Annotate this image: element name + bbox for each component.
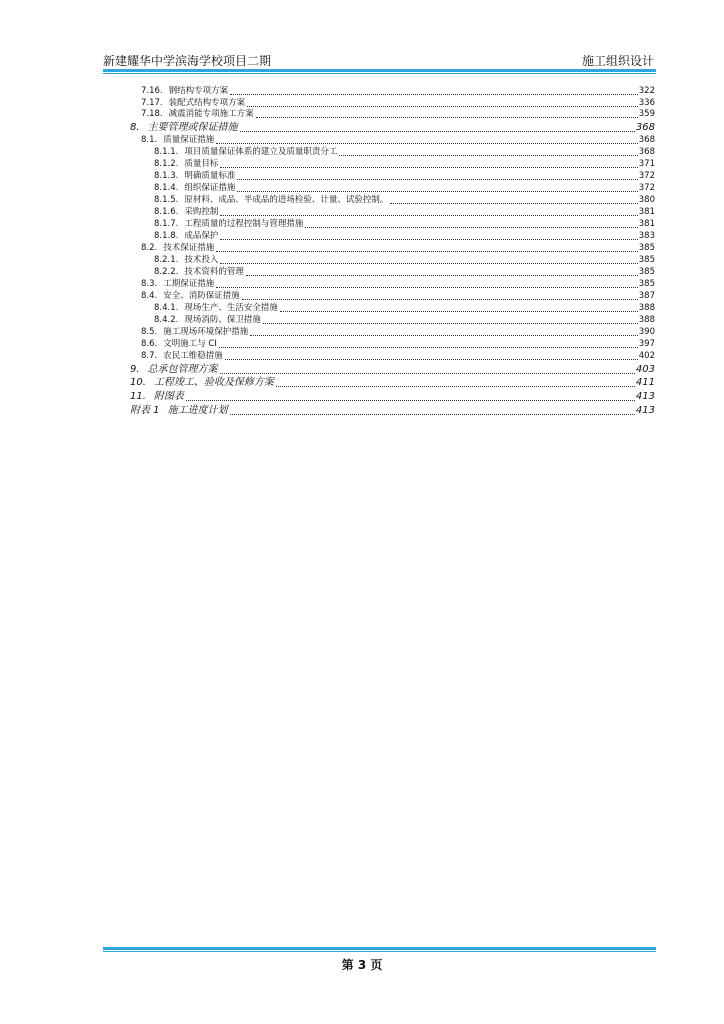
toc-entry[interactable] (141, 291, 655, 302)
toc-entry-page: 385 (638, 254, 655, 265)
toc-entry-title: 工程质量的过程控制与管理措施 (184, 218, 304, 229)
toc-entry[interactable] (154, 183, 655, 194)
toc-entry-page: 368 (638, 146, 655, 157)
toc-entry[interactable] (154, 231, 655, 242)
toc-leader-dots (216, 143, 638, 144)
toc-entry-number: 7.17. (141, 97, 163, 108)
toc-leader-dots (230, 414, 635, 415)
toc-leader-dots (242, 299, 638, 300)
toc-leader-dots (216, 251, 638, 252)
toc-entry-number: 附表 1 (130, 405, 160, 416)
toc-entry-title: 文明施工与 CI (163, 338, 217, 349)
toc-entry-page: 380 (638, 194, 655, 205)
toc-entry-page: 385 (638, 278, 655, 289)
toc-entry-number: 8.1.6. (154, 206, 179, 217)
toc-entry-title: 工程竣工、验收及保修方案 (153, 377, 274, 388)
toc-entry[interactable] (141, 351, 655, 362)
toc-entry-number: 8.2. (141, 242, 158, 253)
toc-entry-title: 原材料、成品、半成品的进场检验、计量、试验控制。 (184, 194, 389, 205)
page-header (103, 52, 656, 68)
toc-entry[interactable] (141, 135, 655, 146)
toc-entry-number: 8.6. (141, 338, 158, 349)
toc-entry-title: 质量目标 (184, 158, 219, 169)
toc-entry-title: 现场消防、保卫措施 (184, 314, 261, 325)
toc-leader-dots (237, 179, 637, 180)
toc-entry-number: 7.16. (141, 86, 163, 96)
toc-entry-title: 质量保证措施 (163, 134, 215, 145)
toc-entry-page: 387 (638, 290, 655, 301)
toc-leader-dots (339, 155, 637, 156)
toc-entry[interactable] (130, 390, 655, 403)
toc-entry[interactable] (154, 147, 655, 158)
header-rule-thick (103, 69, 656, 72)
toc-leader-dots (247, 106, 638, 107)
toc-entry-number: 11. (130, 391, 146, 402)
toc-entry-title: 减震消能专项施工方案 (168, 109, 254, 120)
toc-leader-dots (240, 131, 635, 132)
toc-leader-dots (280, 311, 638, 312)
toc-entry-number: 7.18. (141, 109, 163, 120)
toc-entry-title: 采购控制 (184, 206, 219, 217)
toc-entry-title: 组织保证措施 (184, 182, 236, 193)
toc-entry[interactable] (130, 404, 655, 417)
toc-entry-title: 施工现场环境保护措施 (163, 326, 249, 337)
toc-entry-page: 359 (638, 109, 655, 120)
toc-entry[interactable] (141, 327, 655, 338)
toc-leader-dots (225, 359, 638, 360)
toc-entry-number: 8.1. (141, 134, 158, 145)
toc-entry[interactable] (154, 159, 655, 170)
toc-leader-dots (220, 215, 637, 216)
toc-entry-number: 8.4.2. (154, 314, 179, 325)
toc-entry-number: 8.2.2. (154, 266, 179, 277)
toc-entry-title: 施工进度计划 (167, 405, 228, 416)
toc-entry[interactable] (141, 98, 655, 109)
toc-entry-number: 8.5. (141, 326, 158, 337)
toc-entry-page: 411 (635, 377, 655, 388)
toc-entry-page: 385 (638, 266, 655, 277)
toc-leader-dots (250, 335, 638, 336)
toc-entry[interactable] (141, 109, 655, 120)
toc-entry-page: 413 (635, 391, 655, 402)
toc-entry[interactable] (154, 315, 655, 326)
toc-entry[interactable] (130, 121, 655, 134)
toc-entry-number: 9. (130, 363, 140, 375)
page-number: 第 3 页 (341, 958, 383, 972)
toc-entry-title: 工期保证措施 (163, 278, 215, 289)
toc-entry-number: 8.1.3. (154, 170, 179, 181)
toc-leader-dots (237, 191, 637, 192)
toc-entry-page: 381 (638, 218, 655, 229)
toc-entry-number: 8.1.7. (154, 218, 179, 229)
toc-entry-page: 388 (638, 314, 655, 325)
toc-entry-number: 8.1.5. (154, 194, 179, 205)
toc-entry-number: 8.1.4. (154, 182, 179, 193)
toc-leader-dots (276, 386, 635, 387)
toc-entry-page: 336 (638, 97, 655, 108)
toc-entry-title: 技术保证措施 (163, 242, 215, 253)
toc-leader-dots (186, 400, 635, 401)
toc-entry-title: 附图表 (153, 391, 184, 402)
toc-entry-page: 402 (638, 350, 655, 361)
toc-entry-number: 8.1.2. (154, 158, 179, 169)
footer-rule-thick (103, 947, 656, 950)
toc-leader-dots (216, 287, 638, 288)
toc-entry-title: 安全、消防保证措施 (163, 290, 240, 301)
toc-entry-page: 372 (638, 182, 655, 193)
toc-entry-title: 技术资料的管理 (184, 266, 244, 277)
toc-entry-title: 农民工维稳措施 (163, 350, 223, 361)
toc-entry-page: 368 (638, 134, 655, 145)
toc-entry-page: 383 (638, 230, 655, 241)
toc-leader-dots (390, 203, 637, 204)
toc-entry[interactable] (130, 363, 655, 376)
toc-leader-dots (220, 373, 635, 374)
toc-entry[interactable] (154, 195, 655, 206)
toc-entry[interactable] (141, 243, 655, 254)
toc-entry[interactable] (154, 171, 655, 182)
toc-entry-page: 381 (638, 206, 655, 217)
toc-entry[interactable] (154, 219, 655, 230)
toc-entry[interactable] (154, 207, 655, 218)
toc-entry[interactable] (154, 303, 655, 314)
toc-entry-number: 8. (130, 122, 140, 134)
toc-leader-dots (219, 347, 638, 348)
toc-entry[interactable] (141, 339, 655, 350)
toc-entry[interactable] (154, 255, 655, 266)
toc-entry-title: 装配式结构专项方案 (168, 97, 246, 108)
toc-entry-page: 368 (635, 122, 655, 134)
toc-entry-title: 成品保护 (184, 230, 219, 241)
toc-leader-dots (256, 117, 638, 118)
toc-entry-number: 8.4.1. (154, 302, 179, 313)
toc-entry[interactable] (141, 279, 655, 290)
header-rule-thin (103, 73, 656, 74)
toc-entry-number: 8.7. (141, 350, 158, 361)
toc-leader-dots (220, 263, 637, 264)
toc-entry-page: 388 (638, 302, 655, 313)
toc-entry-title: 技术投入 (184, 254, 219, 265)
toc-entry-title: 主要管理或保证措施 (147, 122, 238, 134)
toc-entry-page: 390 (638, 326, 655, 337)
toc-entry-number: 8.4. (141, 290, 158, 301)
toc-entry-page: 372 (638, 170, 655, 181)
toc-leader-dots (220, 239, 637, 240)
toc-leader-dots (246, 275, 638, 276)
toc-entry-title: 钢结构专项方案 (168, 86, 229, 96)
document-type: 施工组织设计 (581, 54, 654, 68)
toc-entry-page: 413 (635, 405, 655, 416)
toc-entry-title: 明确质量标准 (184, 170, 236, 181)
toc-entry-number: 8.1.1. (154, 146, 179, 157)
toc-entry-page: 371 (638, 158, 655, 169)
toc-entry-number: 10. (130, 377, 146, 388)
toc-entry[interactable] (154, 267, 655, 278)
toc-entry-page: 403 (635, 363, 655, 375)
toc-entry-number: 8.1.8. (154, 230, 179, 241)
toc-entry-page: 322 (638, 86, 655, 96)
toc-entry-title: 总承包管理方案 (147, 363, 218, 375)
toc-entry[interactable] (130, 376, 655, 389)
toc-entry-page: 397 (638, 338, 655, 349)
footer-rule-thin (103, 951, 656, 952)
toc-leader-dots (263, 323, 638, 324)
toc-entry-number: 8.2.1. (154, 254, 179, 265)
toc-entry[interactable] (141, 86, 655, 97)
toc-leader-dots (230, 94, 638, 95)
toc-leader-dots (220, 167, 637, 168)
toc-entry-title: 项目质量保证体系的建立及质量职责分工 (184, 146, 338, 157)
toc-entry-page: 385 (638, 242, 655, 253)
toc-entry-number: 8.3. (141, 278, 158, 289)
toc-entry-title: 现场生产、生活安全措施 (184, 302, 278, 313)
project-name: 新建耀华中学滨海学校项目二期 (103, 54, 272, 68)
toc-leader-dots (305, 227, 637, 228)
